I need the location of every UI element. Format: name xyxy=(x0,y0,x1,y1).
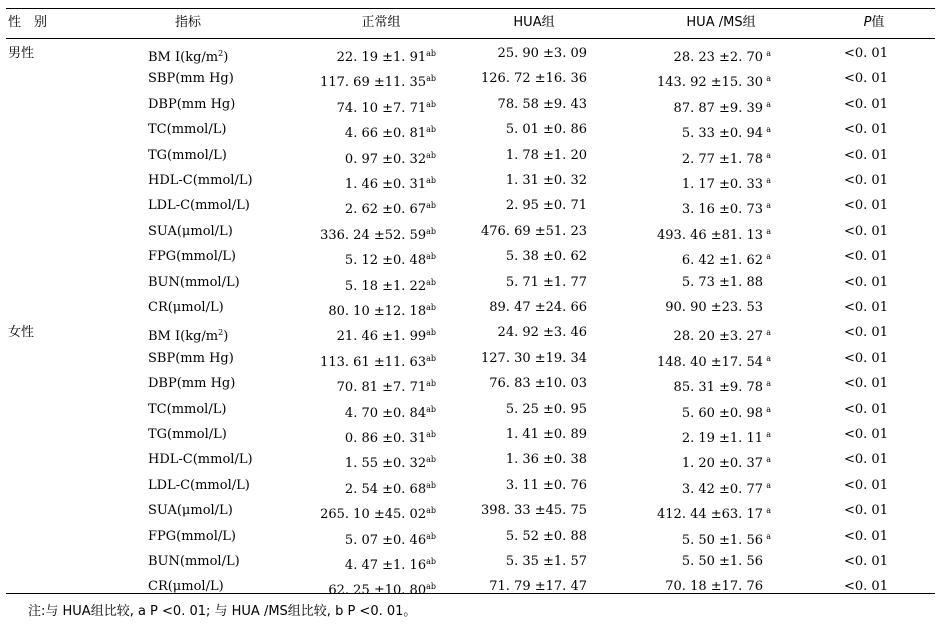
sex-label: 男性 xyxy=(8,46,35,61)
table-row xyxy=(6,295,935,320)
normal-value-text: 2. 54 ±0. 68 xyxy=(344,481,427,497)
p-value: <0. 01 xyxy=(844,173,888,188)
hua-group-value: 5. 52 ±0. 88 xyxy=(505,528,587,544)
hua-group-value: 127. 30 ±19. 34 xyxy=(481,350,587,366)
hua-group-value: 5. 25 ±0. 95 xyxy=(505,401,587,417)
indicator-name: CR(μmol/L) xyxy=(148,300,224,315)
indicator-cell xyxy=(148,422,308,447)
header-p-value xyxy=(844,10,904,35)
table-row xyxy=(6,397,935,422)
p-value: <0. 01 xyxy=(844,579,888,595)
normal-significance-mark: ab xyxy=(426,328,436,338)
hua-ms-group-value xyxy=(621,498,771,523)
hua-ms-value-text: 28. 23 ±2. 70 xyxy=(673,50,763,65)
normal-significance-mark: ab xyxy=(426,480,436,490)
table-row xyxy=(6,422,935,447)
hua-group-value: 3. 11 ±0. 76 xyxy=(505,477,587,493)
normal-significance-mark: ab xyxy=(426,506,436,516)
normal-group-value xyxy=(306,574,436,599)
p-value: <0. 01 xyxy=(844,198,888,214)
indicator-cell xyxy=(148,117,308,142)
hua-group-value: 5. 01 ±0. 86 xyxy=(505,122,587,138)
indicator-cell xyxy=(148,193,308,218)
hua-ms-group-value xyxy=(621,66,771,91)
hua-ms-value-text: 3. 16 ±0. 73 xyxy=(681,202,763,218)
hua-ms-group-value xyxy=(621,346,771,371)
indicator-cell xyxy=(148,295,308,320)
normal-significance-mark: ab xyxy=(426,176,436,185)
hua-ms-significance-mark: a xyxy=(766,404,771,414)
indicator-name: FPG(mmol/L) xyxy=(148,528,236,544)
hua-ms-significance-mark: a xyxy=(766,455,771,465)
hua-group-value: 398. 33 ±45. 75 xyxy=(481,503,587,519)
normal-value-text: 117. 69 ±11. 35 xyxy=(320,75,427,91)
normal-group-value xyxy=(306,41,436,66)
header-indicator: 指标 xyxy=(174,15,201,30)
normal-significance-mark: ab xyxy=(426,125,436,135)
hua-ms-value-text: 1. 17 ±0. 33 xyxy=(681,177,763,192)
indicator-tail: ) xyxy=(223,329,229,345)
hua-ms-value-text: 90. 90 ±23. 53 xyxy=(665,300,763,315)
normal-group-value xyxy=(306,270,436,295)
hua-ms-group-value xyxy=(621,447,771,472)
indicator-name: BUN(mmol/L) xyxy=(148,554,240,569)
normal-significance-mark: ab xyxy=(426,303,436,312)
indicator-cell xyxy=(148,168,308,193)
hua-ms-value-text: 5. 60 ±0. 98 xyxy=(681,405,763,421)
normal-significance-mark: ab xyxy=(426,531,436,541)
hua-group-value: 2. 95 ±0. 71 xyxy=(505,198,587,214)
p-value: <0. 01 xyxy=(844,503,888,519)
hua-ms-group-value xyxy=(621,193,771,218)
indicator-cell xyxy=(148,66,308,91)
normal-group-value xyxy=(306,193,436,218)
p-value: <0. 01 xyxy=(844,147,888,163)
normal-significance-mark: ab xyxy=(426,430,436,439)
header-hua-group: HUA组 xyxy=(513,15,555,30)
normal-value-text: 5. 12 ±0. 48 xyxy=(344,253,427,269)
normal-group-value xyxy=(306,473,436,498)
p-value: <0. 01 xyxy=(844,427,888,442)
p-value: <0. 01 xyxy=(844,300,888,315)
table-row xyxy=(6,92,935,117)
hua-ms-significance-mark: a xyxy=(766,125,771,135)
hua-ms-significance-mark: a xyxy=(766,480,771,490)
table-row xyxy=(6,346,935,371)
hua-ms-value-text: 148. 40 ±17. 54 xyxy=(657,354,763,370)
p-value: <0. 01 xyxy=(844,350,888,366)
indicator-cell xyxy=(148,473,308,498)
indicator-cell xyxy=(148,92,308,117)
normal-value-text: 265. 10 ±45. 02 xyxy=(320,507,427,523)
table-row xyxy=(6,270,935,295)
normal-significance-mark: ab xyxy=(426,277,436,287)
normal-group-value xyxy=(306,371,436,396)
normal-significance-mark: ab xyxy=(426,201,436,211)
hua-group-value: 5. 71 ±1. 77 xyxy=(505,274,587,290)
normal-value-text: 74. 10 ±7. 71 xyxy=(336,100,427,116)
indicator-superscript: 2 xyxy=(218,328,224,338)
hua-ms-significance-mark: a xyxy=(766,150,771,160)
hua-ms-group-value xyxy=(621,41,771,66)
hua-ms-group-value xyxy=(621,295,771,320)
normal-group-value xyxy=(306,320,436,345)
hua-ms-significance-mark: a xyxy=(766,226,771,236)
hua-ms-group-value xyxy=(621,143,771,168)
normal-value-text: 113. 61 ±11. 63 xyxy=(320,354,427,370)
hua-ms-value-text: 87. 87 ±9. 39 xyxy=(673,100,763,116)
indicator-name: DBP(mm Hg) xyxy=(148,376,236,392)
normal-group-value xyxy=(306,244,436,269)
hua-ms-significance-mark: a xyxy=(766,74,771,84)
hua-ms-value-text: 1. 20 ±0. 37 xyxy=(681,456,763,472)
normal-significance-mark: ab xyxy=(426,99,436,109)
hua-ms-group-value xyxy=(621,549,771,574)
indicator-name: TC(mmol/L) xyxy=(148,122,227,138)
table-row xyxy=(6,66,935,91)
table-row xyxy=(6,574,935,599)
table-row xyxy=(6,41,935,66)
indicator-name: SUA(μmol/L) xyxy=(148,223,233,239)
normal-group-value xyxy=(306,66,436,91)
hua-ms-group-value xyxy=(621,574,771,599)
indicator-name: SBP(mm Hg) xyxy=(148,350,234,366)
normal-significance-mark: ab xyxy=(426,226,436,236)
indicator-name: BM I(kg/m xyxy=(148,329,219,345)
p-value: <0. 01 xyxy=(844,249,888,265)
normal-significance-mark: ab xyxy=(426,252,436,262)
normal-value-text: 62. 25 ±10. 80 xyxy=(328,583,427,599)
normal-value-text: 1. 46 ±0. 31 xyxy=(344,177,427,192)
hua-ms-significance-mark: a xyxy=(766,252,771,262)
normal-significance-mark: ab xyxy=(426,49,436,58)
indicator-cell xyxy=(148,524,308,549)
indicator-name: BUN(mmol/L) xyxy=(148,274,240,290)
table-row xyxy=(6,524,935,549)
normal-value-text: 336. 24 ±52. 59 xyxy=(320,227,427,243)
hua-ms-group-value xyxy=(621,371,771,396)
hua-ms-value-text: 2. 77 ±1. 78 xyxy=(681,151,763,167)
hua-group-value: 76. 83 ±10. 03 xyxy=(489,376,587,392)
hua-ms-value-text: 5. 50 ±1. 56 xyxy=(681,532,763,548)
normal-value-text: 4. 47 ±1. 16 xyxy=(344,558,427,573)
hua-ms-group-value xyxy=(621,219,771,244)
hua-group-value: 5. 35 ±1. 57 xyxy=(505,554,587,569)
normal-group-value xyxy=(306,524,436,549)
hua-ms-value-text: 143. 92 ±15. 30 xyxy=(657,75,763,91)
indicator-cell xyxy=(148,244,308,269)
indicator-tail: ) xyxy=(223,50,229,65)
p-value: <0. 01 xyxy=(844,223,888,239)
table-row xyxy=(6,498,935,523)
normal-value-text: 5. 07 ±0. 46 xyxy=(344,532,427,548)
hua-ms-group-value xyxy=(621,397,771,422)
hua-ms-value-text: 493. 46 ±81. 13 xyxy=(657,227,763,243)
hua-ms-value-text: 412. 44 ±63. 17 xyxy=(657,507,763,523)
hua-group-value: 89. 47 ±24. 66 xyxy=(489,300,587,315)
hua-ms-value-text: 3. 42 ±0. 77 xyxy=(681,481,763,497)
normal-group-value xyxy=(306,168,436,193)
table-row xyxy=(6,473,935,498)
indicator-cell xyxy=(148,41,308,66)
normal-value-text: 0. 86 ±0. 31 xyxy=(344,431,427,446)
p-value: <0. 01 xyxy=(844,325,888,341)
indicator-name: TG(mmol/L) xyxy=(148,147,227,163)
table-row xyxy=(6,168,935,193)
indicator-name: LDL-C(mmol/L) xyxy=(148,198,250,214)
hua-ms-group-value xyxy=(621,473,771,498)
p-value: <0. 01 xyxy=(844,452,888,468)
hua-ms-group-value xyxy=(621,320,771,345)
table-note: 注:与 HUA组比较, a P <0. 01; 与 HUA /MS组比较, b P <0. 01。 xyxy=(28,604,417,619)
normal-group-value xyxy=(306,346,436,371)
table-row xyxy=(6,193,935,218)
hua-ms-significance-mark: a xyxy=(766,176,771,185)
table-header-rule xyxy=(6,38,935,39)
normal-significance-mark: ab xyxy=(426,557,436,566)
hua-group-value: 1. 31 ±0. 32 xyxy=(505,173,587,188)
hua-group-value: 24. 92 ±3. 46 xyxy=(497,325,587,341)
table-row xyxy=(6,371,935,396)
hua-ms-group-value xyxy=(621,92,771,117)
hua-ms-value-text: 5. 73 ±1. 88 xyxy=(681,274,763,290)
indicator-name: TG(mmol/L) xyxy=(148,427,227,442)
normal-value-text: 2. 62 ±0. 67 xyxy=(344,202,427,218)
hua-ms-group-value xyxy=(621,117,771,142)
p-value: <0. 01 xyxy=(844,376,888,392)
normal-significance-mark: ab xyxy=(426,455,436,465)
normal-group-value xyxy=(306,498,436,523)
p-value: <0. 01 xyxy=(844,477,888,493)
table-row xyxy=(6,320,935,345)
hua-group-value: 5. 38 ±0. 62 xyxy=(505,249,587,265)
hua-ms-significance-mark: a xyxy=(766,531,771,541)
normal-group-value xyxy=(306,549,436,574)
indicator-cell xyxy=(148,371,308,396)
normal-significance-mark: ab xyxy=(426,150,436,160)
normal-group-value xyxy=(306,92,436,117)
normal-group-value xyxy=(306,422,436,447)
hua-ms-group-value xyxy=(621,270,771,295)
indicator-cell xyxy=(148,397,308,422)
indicator-cell xyxy=(148,447,308,472)
table-row xyxy=(6,549,935,574)
table-row xyxy=(6,244,935,269)
hua-ms-value-text: 6. 42 ±1. 62 xyxy=(681,253,763,269)
hua-ms-significance-mark: a xyxy=(766,379,771,389)
hua-ms-value-text: 5. 33 ±0. 94 xyxy=(681,126,763,142)
normal-value-text: 4. 66 ±0. 81 xyxy=(344,126,427,142)
hua-group-value: 476. 69 ±51. 23 xyxy=(481,223,587,239)
normal-value-text: 21. 46 ±1. 99 xyxy=(336,329,427,345)
header-sex: 性 别 xyxy=(8,15,48,30)
hua-ms-significance-mark: a xyxy=(766,49,771,58)
normal-value-text: 80. 10 ±12. 18 xyxy=(328,304,427,319)
hua-ms-significance-mark: a xyxy=(766,201,771,211)
hua-ms-group-value xyxy=(621,244,771,269)
hua-ms-value-text: 28. 20 ±3. 27 xyxy=(673,329,763,345)
p-value: <0. 01 xyxy=(844,122,888,138)
p-value: <0. 01 xyxy=(844,274,888,290)
hua-group-value: 25. 90 ±3. 09 xyxy=(497,46,587,61)
p-value: <0. 01 xyxy=(844,401,888,417)
hua-group-value: 1. 78 ±1. 20 xyxy=(505,147,587,163)
indicator-name: TC(mmol/L) xyxy=(148,401,227,417)
hua-ms-significance-mark: a xyxy=(766,99,771,109)
hua-ms-significance-mark: a xyxy=(766,506,771,516)
header-normal-group: 正常组 xyxy=(361,15,401,30)
normal-significance-mark: ab xyxy=(426,74,436,84)
hua-ms-value-text: 2. 19 ±1. 11 xyxy=(681,431,763,446)
table-bottom-rule xyxy=(6,593,935,594)
indicator-cell xyxy=(148,219,308,244)
indicator-cell xyxy=(148,346,308,371)
normal-value-text: 70. 81 ±7. 71 xyxy=(336,380,427,396)
table-row xyxy=(6,219,935,244)
normal-value-text: 4. 70 ±0. 84 xyxy=(344,405,427,421)
indicator-name: DBP(mm Hg) xyxy=(148,96,236,112)
normal-significance-mark: ab xyxy=(426,582,436,592)
hua-group-value: 1. 36 ±0. 38 xyxy=(505,452,587,468)
table-top-rule xyxy=(6,8,935,9)
p-value: <0. 01 xyxy=(844,71,888,87)
header-p-letter: P xyxy=(863,15,872,30)
table-row xyxy=(6,447,935,472)
hua-ms-group-value xyxy=(621,422,771,447)
normal-group-value xyxy=(306,447,436,472)
p-value: <0. 01 xyxy=(844,46,888,61)
table-row xyxy=(6,143,935,168)
hua-group-value: 78. 58 ±9. 43 xyxy=(497,96,587,112)
hua-group-value: 126. 72 ±16. 36 xyxy=(481,71,587,87)
normal-significance-mark: ab xyxy=(426,404,436,414)
indicator-name: BM I(kg/m xyxy=(148,50,219,65)
normal-value-text: 0. 97 ±0. 32 xyxy=(344,151,427,167)
indicator-cell xyxy=(148,270,308,295)
p-value: <0. 01 xyxy=(844,96,888,112)
normal-group-value xyxy=(306,219,436,244)
indicator-superscript: 2 xyxy=(218,49,224,58)
normal-group-value xyxy=(306,397,436,422)
normal-group-value xyxy=(306,143,436,168)
normal-value-text: 5. 18 ±1. 22 xyxy=(344,278,427,294)
indicator-cell xyxy=(148,549,308,574)
hua-ms-significance-mark: a xyxy=(766,328,771,338)
hua-ms-significance-mark: a xyxy=(766,353,771,363)
indicator-name: LDL-C(mmol/L) xyxy=(148,477,250,493)
normal-value-text: 22. 19 ±1. 91 xyxy=(336,50,427,65)
header-hua-ms-group: HUA /MS组 xyxy=(686,15,756,30)
normal-value-text: 1. 55 ±0. 32 xyxy=(344,456,427,472)
indicator-name: SBP(mm Hg) xyxy=(148,71,234,87)
header-p-suffix: 值 xyxy=(871,15,885,30)
p-value: <0. 01 xyxy=(844,528,888,544)
normal-group-value xyxy=(306,295,436,320)
hua-ms-group-value xyxy=(621,524,771,549)
indicator-cell xyxy=(148,574,308,599)
normal-group-value xyxy=(306,117,436,142)
sex-label: 女性 xyxy=(8,325,35,341)
table-row xyxy=(6,117,935,142)
table-header-row xyxy=(6,10,935,35)
indicator-name: HDL-C(mmol/L) xyxy=(148,452,253,468)
indicator-name: HDL-C(mmol/L) xyxy=(148,173,253,188)
indicator-cell xyxy=(148,498,308,523)
hua-ms-significance-mark: a xyxy=(766,430,771,439)
indicator-name: CR(μmol/L) xyxy=(148,579,224,595)
hua-ms-value-text: 85. 31 ±9. 78 xyxy=(673,380,763,396)
hua-group-value: 1. 41 ±0. 89 xyxy=(505,427,587,442)
normal-significance-mark: ab xyxy=(426,379,436,389)
hua-ms-group-value xyxy=(621,168,771,193)
normal-significance-mark: ab xyxy=(426,353,436,363)
indicator-cell xyxy=(148,143,308,168)
indicator-name: FPG(mmol/L) xyxy=(148,249,236,265)
indicator-name: SUA(μmol/L) xyxy=(148,503,233,519)
hua-ms-value-text: 5. 50 ±1. 56 xyxy=(681,554,763,569)
hua-ms-value-text: 70. 18 ±17. 76 xyxy=(665,579,763,595)
hua-group-value: 71. 79 ±17. 47 xyxy=(489,579,587,595)
p-value: <0. 01 xyxy=(844,554,888,569)
indicator-cell xyxy=(148,320,308,345)
